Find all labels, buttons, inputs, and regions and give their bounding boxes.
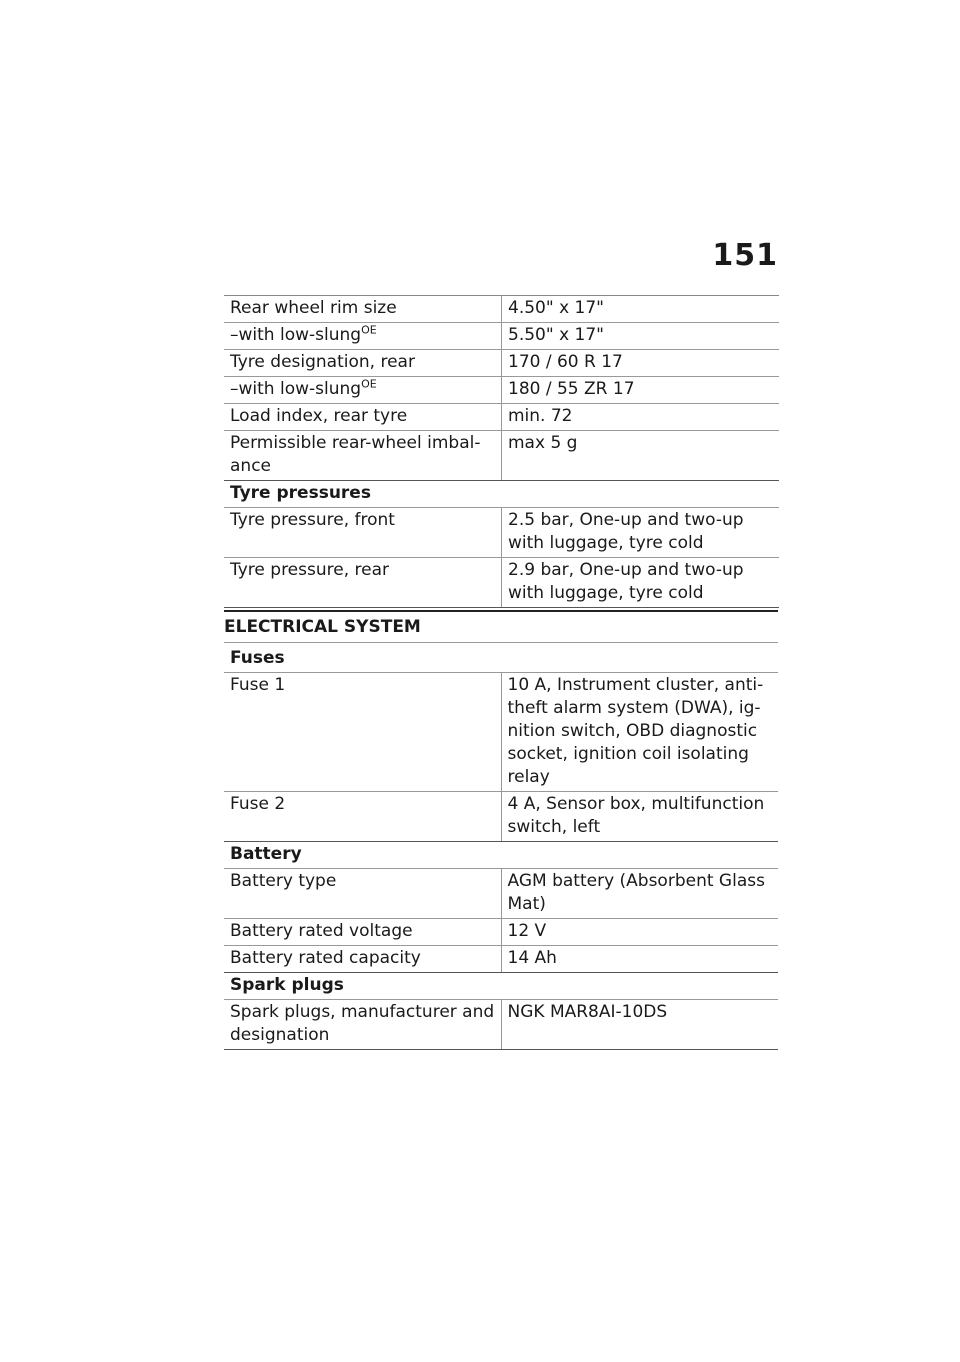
spec-label-text: –with low-slung [230, 325, 362, 345]
table-row [224, 431, 779, 481]
page-number: 151 [712, 238, 778, 273]
spec-value: AGM battery (Absorbent Glass Mat) [501, 869, 778, 919]
spec-value: 2.5 bar, One-up and two-up with luggage, tyre cold [502, 508, 780, 558]
spec-label [224, 377, 502, 404]
section-title: ELECTRICAL SYSTEM [224, 610, 778, 643]
table-subheading-row [224, 646, 778, 673]
table-subheading-row [224, 481, 779, 508]
table-row [224, 869, 778, 919]
table-row [224, 792, 778, 842]
spec-label: Spark plugs, manufacturer and designation [224, 1000, 501, 1050]
spec-label: Battery rated capacity [224, 946, 501, 973]
table-row [224, 404, 779, 431]
table-row [224, 350, 779, 377]
table-subheading-row [224, 842, 778, 869]
table-row [224, 946, 778, 973]
table-subheading-row [224, 973, 778, 1000]
spec-label-text: –with low-slung [230, 379, 362, 399]
spec-label: Battery type [224, 869, 501, 919]
spec-value: 14 Ah [501, 946, 778, 973]
spec-value: min. 72 [502, 404, 780, 431]
table-row [224, 919, 778, 946]
spec-value: 10 A, Instrument cluster, anti-theft alarm system (DWA), ig- nition switch, OBD diagnostic socket, ignition coil isolating relay [501, 673, 778, 792]
spec-value: 4.50" x 17" [502, 296, 780, 323]
spec-label: Load index, rear tyre [224, 404, 502, 431]
spec-label: Tyre pressure, front [224, 508, 502, 558]
optional-equipment-mark: OE [361, 323, 377, 337]
spec-value: 12 V [501, 919, 778, 946]
table-row [224, 1000, 778, 1050]
table-row [224, 296, 779, 323]
spec-value: 4 A, Sensor box, multifunction switch, left [501, 792, 778, 842]
spec-value: 180 / 55 ZR 17 [502, 377, 780, 404]
spec-value: 5.50" x 17" [502, 323, 780, 350]
spec-value: 170 / 60 R 17 [502, 350, 780, 377]
subheading-battery: Battery [224, 842, 778, 869]
spec-label: Rear wheel rim size [224, 296, 502, 323]
spec-label: Tyre designation, rear [224, 350, 502, 377]
spec-value: 2.9 bar, One-up and two-up with luggage, tyre cold [502, 558, 780, 608]
rear-wheel-spec-table [224, 295, 779, 608]
subheading-fuses: Fuses [224, 646, 778, 673]
spec-label: Fuse 2 [224, 792, 501, 842]
electrical-spec-table [224, 646, 778, 1050]
spec-label: Fuse 1 [224, 673, 501, 792]
subheading-tyre-pressures: Tyre pressures [224, 481, 779, 508]
table-row [224, 377, 779, 404]
subheading-spark-plugs: Spark plugs [224, 973, 778, 1000]
spec-label: Tyre pressure, rear [224, 558, 502, 608]
spec-value: max 5 g [502, 431, 780, 481]
table-row [224, 508, 779, 558]
spec-label: Permissible rear-wheel imbal- ance [224, 431, 502, 481]
table-row [224, 323, 779, 350]
spec-value: NGK MAR8AI-10DS [501, 1000, 778, 1050]
spec-label: Battery rated voltage [224, 919, 501, 946]
table-row [224, 673, 778, 792]
optional-equipment-mark: OE [361, 377, 377, 391]
spec-label [224, 323, 502, 350]
table-row [224, 558, 779, 608]
